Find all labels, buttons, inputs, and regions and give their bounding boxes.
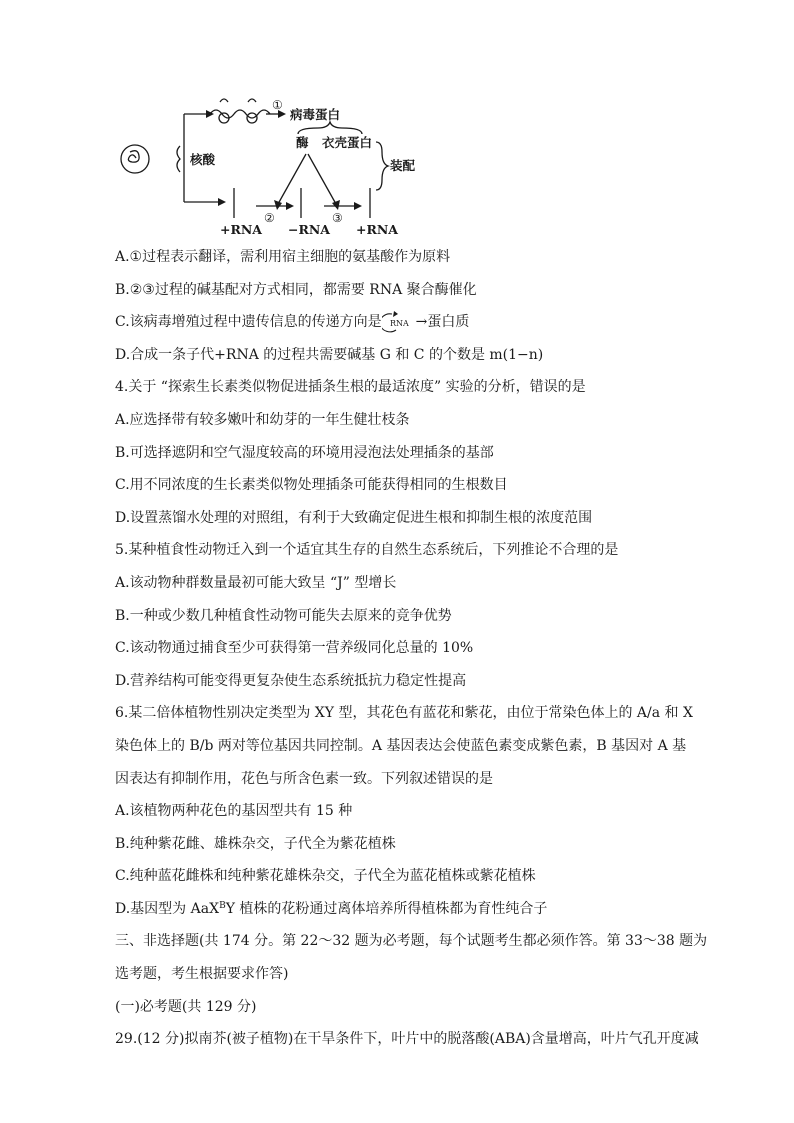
- q5-option-d: D.营养结构可能变得更复杂使生态系统抵抗力稳定性提高: [115, 672, 467, 689]
- section3-line1: 三、非选择题(共 174 分。第 22～32 题为必考题，每个试题考生都必须作答。第 33～38 题为: [115, 933, 708, 950]
- q6-stem-line1: 6.某二倍体植物性别决定类型为 XY 型，其花色有蓝花和紫花，由位于常染色体上的 A/a 和 X: [115, 705, 693, 722]
- q3-option-a: A.①过程表示翻译，需利用宿主细胞的氨基酸作为原料: [115, 249, 451, 265]
- section3-line4: 29.(12 分)拟南芥(被子植物)在干旱条件下，叶片中的脱落酸(ABA)含量增高，叶片气孔开度减: [115, 1031, 699, 1048]
- virus-replication-diagram: [110, 92, 430, 240]
- q6-option-c: C.纯种蓝花雌株和纯种紫花雄株杂交，子代全为蓝花植株或紫花植株: [115, 868, 536, 885]
- section3-line3: (一)必考题(共 129 分): [115, 998, 257, 1015]
- q4-option-c: C.用不同浓度的生长素类似物处理插条可能获得相同的生根数目: [115, 477, 508, 494]
- viral-protein-label: 病毒蛋白: [290, 107, 341, 122]
- capsid-label: 衣壳蛋白: [322, 135, 373, 150]
- q6-option-a: A.该植物两种花色的基因型共有 15 种: [115, 803, 353, 820]
- q4-option-b: B.可选择遮阴和空气湿度较高的环境用浸泡法处理插条的基部: [115, 444, 494, 461]
- q3-option-c: [115, 311, 685, 344]
- q3-option-b: B.②③过程的碱基配对方式相同，都需要 RNA 聚合酶催化: [115, 281, 477, 298]
- q5-option-a: A.该动物种群数量最初可能大致呈 “J” 型增长: [115, 574, 397, 591]
- step2-label: ②: [264, 211, 275, 225]
- brace-small: [177, 146, 180, 172]
- step1-label: ①: [272, 98, 283, 112]
- minus-rna-label: −RNA: [288, 222, 330, 237]
- diagram-svg: [110, 92, 430, 240]
- brace-assembly: [376, 142, 388, 190]
- brace-protein: [298, 122, 362, 134]
- virus-icon: [121, 145, 149, 173]
- q6-stem-line3: 因表达有抑制作用，花色与所含色素一致。下列叙述错误的是: [115, 770, 493, 787]
- q5-option-c: C.该动物通过捕食至少可获得第一营养级同化总量的 10%: [115, 640, 474, 657]
- rna-cycle-label: RNA: [389, 319, 409, 329]
- q3-option-c-suffix: →蛋白质: [415, 314, 470, 331]
- rna-cycle-icon: [382, 311, 416, 333]
- q4-option-a: A.应选择带有较多嫩叶和幼芽的一年生健壮枝条: [115, 411, 410, 428]
- assembly-label: 装配: [390, 158, 416, 173]
- q6-option-d-pre: D.基因型为 AaX: [115, 900, 220, 917]
- plus-rna-right-label: +RNA: [356, 222, 398, 237]
- plus-rna-left-label: +RNA: [220, 222, 262, 237]
- q3-option-d: D.合成一条子代+RNA 的过程共需要碱基 G 和 C 的个数是 m(1−n): [115, 346, 544, 363]
- q4-stem: 4.关于 “探索生长素类似物促进插条生根的最适浓度” 实验的分析，错误的是: [115, 379, 586, 396]
- q4-option-d: D.设置蒸馏水处理的对照组，有利于大致确定促进生根和抑制生根的浓度范围: [115, 509, 593, 526]
- nucleic-acid-label: 核酸: [190, 152, 216, 167]
- enzyme-label: 酶: [296, 135, 309, 150]
- q6-option-d-post: Y 植株的花粉通过离体培养所得植株都为育性纯合子: [225, 900, 548, 917]
- q6-option-b: B.纯种紫花雌、雄株杂交，子代全为紫花植株: [115, 835, 396, 852]
- q5-stem: 5.某种植食性动物迁入到一个适宜其生存的自然生态系统后，下列推论不合理的是: [115, 542, 619, 559]
- q3-option-c-prefix: C.该病毒增殖过程中遗传信息的传递方向是: [115, 314, 382, 331]
- question-content: [115, 246, 708, 1061]
- q6-option-d: [115, 898, 685, 931]
- step3-label: ③: [332, 211, 343, 225]
- q5-option-b: B.一种或少数几种植食性动物可能失去原来的竞争优势: [115, 607, 452, 624]
- section3-line2: 选考题，考生根据要求作答): [115, 966, 289, 983]
- q6-option-d-sup: B: [219, 900, 226, 911]
- q6-stem-line2: 染色体上的 B/b 两对等位基因共同控制。A 基因表达会使蓝色素变成紫色素，B 基因对 A 基: [115, 737, 687, 754]
